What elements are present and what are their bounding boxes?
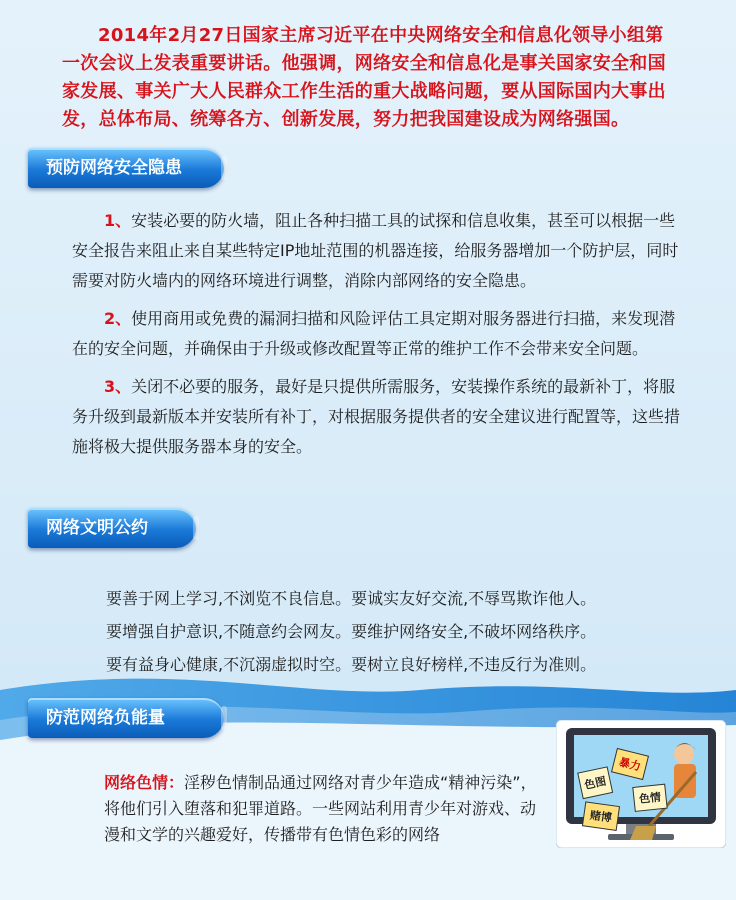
prevent-item-2 — [72, 304, 690, 364]
item-text: 安装必要的防火墙，阻止各种扫描工具的试探和信息收集，甚至可以根据一些安全报告来阻止来自某些特定IP地址范围的机器连接，给服务器增加一个防护层，同时需要对防火墙内的网络环境进行调整，消除内部网络的安全隐患。 — [72, 211, 679, 290]
paper-word: 赌博 — [589, 808, 613, 825]
prevent-item-3 — [72, 372, 690, 462]
paper-word: 暴力 — [617, 755, 643, 774]
convention-list — [106, 582, 596, 681]
section-tab-prevent: 预防网络安全隐患 — [28, 148, 224, 188]
convention-line: 要增强自护意识,不随意约会网友。要维护网络安全,不破坏网络秩序。 — [106, 622, 597, 641]
negative-label: 网络色情： — [104, 773, 185, 792]
section-tab-convention: 网络文明公约 — [28, 508, 196, 548]
item-text: 使用商用或免费的漏洞扫描和风险评估工具定期对服务器进行扫描，来发现潜在的安全问题，并确保由于升级或修改配置等正常的维护工作不会带来安全问题。 — [72, 309, 676, 358]
section-tab-negative: 防范网络负能量 — [28, 698, 224, 738]
prevent-list — [72, 206, 690, 470]
convention-line: 要有益身心健康,不沉溺虚拟时空。要树立良好榜样,不违反行为准则。 — [106, 655, 597, 674]
convention-line: 要善于网上学习,不浏览不良信息。要诚实友好交流,不辱骂欺诈他人。 — [106, 589, 597, 608]
item-number: 1、 — [104, 211, 132, 230]
negative-paragraph — [104, 770, 544, 848]
paper-word: 色图 — [583, 774, 608, 792]
paper-word: 色情 — [638, 790, 662, 806]
prevent-item-1 — [72, 206, 690, 296]
intro-text: 2014年2月27日国家主席习近平在中央网络安全和信息化领导小组第一次会议上发表重要讲话。他强调，网络安全和信息化是事关国家安全和国家发展、事关广大人民群众工作生活的重大战略问题，要从国际国内大事出发，总体布局、统筹各方、创新发展，努力把我国建设成为网络强国。 — [62, 25, 666, 130]
figure-head — [674, 744, 694, 764]
monitor-illustration — [556, 720, 726, 848]
negative-text: 淫秽色情制品通过网络对青少年造成“精神污染”，将他们引入堕落和犯罪道路。一些网站利用青少年对游戏、动漫和文学的兴趣爱好，传播带有色情色彩的网络 — [104, 773, 537, 844]
item-text: 关闭不必要的服务，最好是只提供所需服务，安装操作系统的最新补丁，将服务升级到最新版本并安装所有补丁，对根据服务提供者的安全建议进行配置等，这些措施将极大提供服务器本身的安全。 — [72, 377, 681, 456]
item-number: 2、 — [104, 309, 132, 328]
intro-paragraph — [62, 22, 674, 134]
item-number: 3、 — [104, 377, 132, 396]
